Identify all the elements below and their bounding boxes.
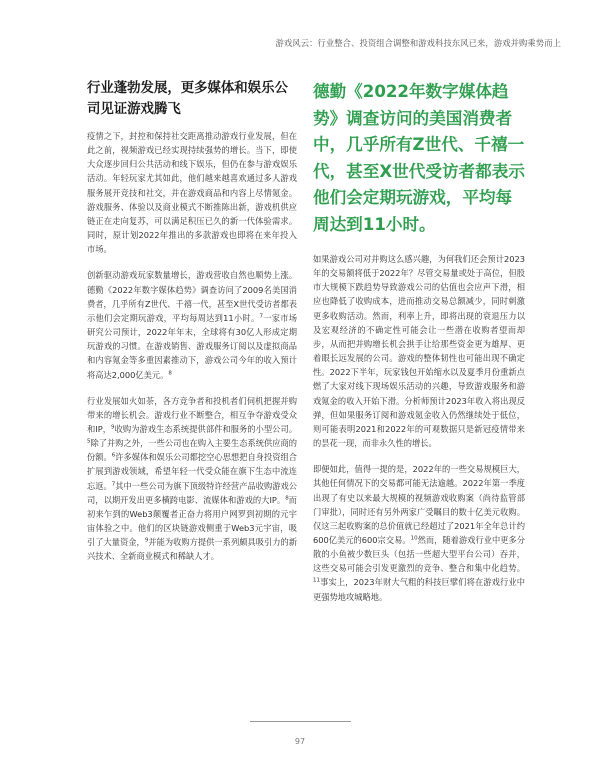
footnote-ref: 9 — [111, 424, 115, 431]
footnote-ref: 8 — [168, 369, 172, 376]
page-number: 97 — [294, 737, 306, 746]
footnote-ref: 9 — [144, 537, 149, 544]
footnote-ref: 7 — [111, 480, 116, 487]
running-header: 游戏风云：行业整合、投资组合调整和游戏科技东风已来，游戏并购乘势而上 — [275, 38, 561, 48]
footnote-ref: 6 — [111, 452, 116, 459]
footnote-ref: 11 — [313, 577, 320, 584]
footnote-ref: 5 — [87, 438, 91, 445]
footnote-ref: 8 — [285, 495, 289, 501]
left-paragraph-3: 行业发展如火如荼，各方竞争者和投机者们伺机把握并购带来的增长机会。游戏行业不断整合，相互争夺游戏受众和IP，$^9$收购为游戏生态系统提供部件和服务的小型公司。$^5$除了并购之外，一些公司也在购入主要生态系统供应商的份额。$^6$许多媒体和娱乐公司都挖空心思想把自身投资组合扩展到游戏领域，希望年轻一代受众能在旗下生态中流连忘返。$^7$其中一些公司为旗下顶级特许经营产品收购游戏公司，以期开发出更多横跨电影、流媒体和游戏的大IP。$^8$而初来乍到的Web3颠覆者正奋力将用户网罗到初期的元宇宙体验之中。他们的区块链游戏侧重于Web3元宇宙，吸引了大量资金，$^9$并能为收购方提供一系列颇具吸引力的新兴技术、全新商业模式和稀缺人才。 — [87, 395, 298, 562]
left-column — [87, 79, 297, 576]
footer-divider — [250, 721, 351, 722]
left-paragraph-1: 疫情之下，封控和保持社交距离推动游戏行业发展，但在此之前，视频游戏已经实现持续强势的增长。当下，即使大众逐步回归公共活动和线下娱乐，但仍在参与游戏娱乐活动。年轻玩家尤其如此，他们越来越喜欢通过多人游戏服务展开竞技和社交，并在游戏商品和内容上尽情氪金。游戏服务、体验以及商业模式不断推陈出新，游戏机供应链正在走向复苏，可以满足积压已久的新一代体验需求。同时，原计划2022年推出的多款游戏也即将在来年投入市场。 — [87, 131, 297, 255]
pull-quote: 德勤《2022年数字媒体趋势》调查访问的美国消费者中，几乎所有Z世代、千禧一代，甚至X世代受访者都表示他们会定期玩游戏，平均每周达到11小时。 — [313, 82, 525, 234]
right-column — [313, 79, 525, 616]
right-paragraph-2: 即便如此，值得一提的是，2022年的一些交易规模巨大，其他任何情况下的交易都可能无法逾越。2022年第一季度出现了有史以来最大规模的视频游戏收购案（尚待监管部门审批），同时还有另外两家广受瞩目的数十亿美元收购。仅这三起收购案的总价值就已经超过了2021年全年总计约600亿美元的600宗交易。$^{10}$然而，随着游戏行业中更多分散的小鱼被少数巨头（包括一些超大型平台公司）吞并，这些交易可能会引发更激烈的竞争、整合和集中化趋势。$^{11}$事实上，2023年财大气粗的科技巨擘们将在游戏行业中更强势地攻城略地。 — [313, 464, 526, 602]
footnote-ref: 10 — [410, 535, 418, 542]
left-paragraph-2: 创新驱动游戏玩家数量增长，游戏营收自然也顺势上涨。德勤《2022年数字媒体趋势》调查访问了2009名美国消费者，几乎所有Z世代、千禧一代，甚至X世代受访者都表示他们会定期玩游戏，平均每周达到11小时。$^7$一家市场研究公司预计，2022年年末，全球将有30亿人形成定期玩游戏的习惯。在游戏销售、游戏服务订阅以及虚拟商品和内容氪金等多重因素推动下，游戏公司今年的收入预计将高达2,000亿美元。$^8$ — [87, 270, 298, 380]
right-paragraph-1: 如果游戏公司对并购这么感兴趣，为何我们还会预计2023年的交易额将低于2022年？尽管交易量或处于高位，但股市大规模下跌趋势导致游戏公司的估值也会应声下滑，相应也降低了收购成本，进而推动交易总额减少，同时刺激更多收购活动。然而，利率上升，即将出现的衰退压力以及宏观经济的不确定性可能会让一些潜在收购者望而却步，从而把并购增长机会拱手让给那些资金更为雄厚、更着眼长远发展的公司。游戏的整体韧性也可能出现不确定性。2022下半年，玩家钱包开始缩水以及夏季月份重新点燃了大家对线下现场娱乐活动的兴趣，导致游戏服务和游戏氪金的收入开始下滑。分析师预计2023年收入将出现反弹，但如果服务订阅和游戏氪金收入仍然继续处于低位，则可能表明2021和2022年的可观数据只是新冠疫情带来的昙花一现，而非永久性的增长。 — [313, 254, 525, 449]
footnote-ref: 7 — [259, 313, 263, 320]
section-heading: 行业蓬勃发展，更多媒体和娱乐公司见证游戏腾飞 — [87, 81, 288, 117]
